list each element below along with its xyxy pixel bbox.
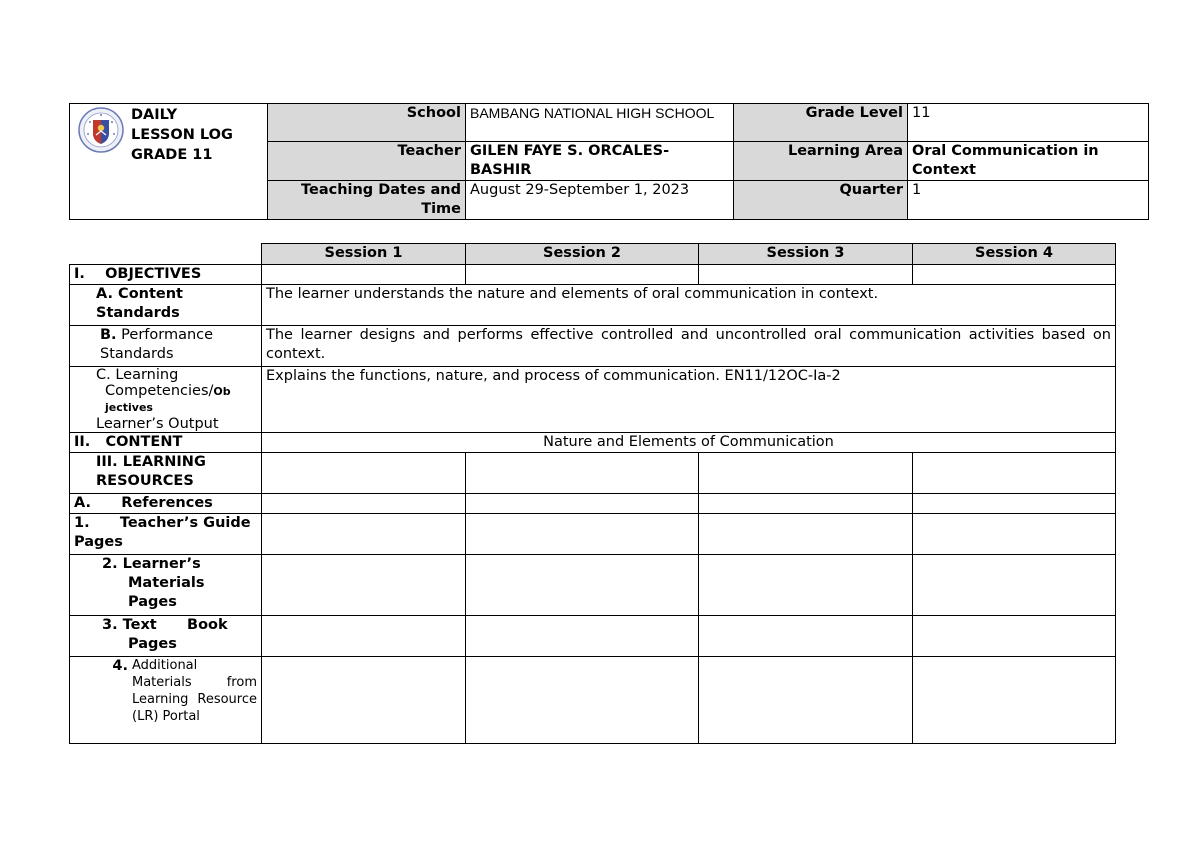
references-session-3 bbox=[699, 494, 913, 514]
references-label: A. References bbox=[70, 494, 262, 514]
references-session-1 bbox=[262, 494, 466, 514]
objectives-session-2 bbox=[466, 265, 699, 285]
lesson-log-title bbox=[131, 104, 263, 165]
learners-materials-session-4 bbox=[913, 555, 1116, 616]
teacher-value: GILEN FAYE S. ORCALES-BASHIR bbox=[466, 142, 734, 181]
learners-materials-session-2 bbox=[466, 555, 699, 616]
additional-materials-session-3 bbox=[699, 657, 913, 744]
learners-materials-session-3 bbox=[699, 555, 913, 616]
performance-standards-text: Performance Standards bbox=[100, 327, 214, 362]
teachers-guide-session-4 bbox=[913, 514, 1116, 555]
school-value: BAMBANG NATIONAL HIGH SCHOOL bbox=[466, 104, 734, 142]
competencies-label-line-2: Competencies/ bbox=[105, 383, 214, 399]
school-label: School bbox=[268, 104, 466, 142]
learning-resources-session-4 bbox=[913, 453, 1116, 494]
teachers-guide-session-2 bbox=[466, 514, 699, 555]
teachers-guide-label: 1. Teacher’s Guide Pages bbox=[70, 514, 262, 555]
objectives-session-4 bbox=[913, 265, 1116, 285]
grade-level-label: Grade Level bbox=[734, 104, 908, 142]
learning-resources-session-1 bbox=[262, 453, 466, 494]
content-standards-label: A. Content Standards bbox=[70, 285, 262, 326]
title-cell bbox=[70, 104, 268, 220]
quarter-label: Quarter bbox=[734, 181, 908, 220]
learning-resources-session-2 bbox=[466, 453, 699, 494]
content-standards-value: The learner understands the nature and elements of oral communication in context. bbox=[262, 285, 1116, 326]
performance-standards-letter: B. bbox=[100, 327, 117, 343]
deped-seal-icon bbox=[77, 106, 125, 154]
learning-resources-label: III. LEARNING RESOURCES bbox=[70, 453, 262, 494]
grade-level-value: 11 bbox=[908, 104, 1149, 142]
additional-materials-num: 4. bbox=[112, 658, 128, 674]
competencies-label-ob: Ob bbox=[213, 385, 231, 398]
session-3-header: Session 3 bbox=[699, 244, 913, 265]
competencies-label bbox=[70, 367, 262, 433]
text-book-label: 3. Text Book Pages bbox=[70, 616, 262, 657]
text-book-session-2 bbox=[466, 616, 699, 657]
teacher-label: Teacher bbox=[268, 142, 466, 181]
title-line-1: DAILY bbox=[131, 107, 178, 123]
teachers-guide-session-1 bbox=[262, 514, 466, 555]
lesson-plan-table bbox=[69, 243, 1116, 744]
additional-materials-label bbox=[70, 657, 262, 744]
session-2-header: Session 2 bbox=[466, 244, 699, 265]
content-label: II. CONTENT bbox=[70, 433, 262, 453]
title-line-2: LESSON LOG bbox=[131, 127, 233, 143]
empty-corner-cell bbox=[70, 244, 262, 265]
session-1-header: Session 1 bbox=[262, 244, 466, 265]
teachers-guide-session-3 bbox=[699, 514, 913, 555]
learning-area-label: Learning Area bbox=[734, 142, 908, 181]
competencies-label-line-4: Learner’s Output bbox=[96, 416, 219, 432]
text-book-session-1 bbox=[262, 616, 466, 657]
text-book-session-3 bbox=[699, 616, 913, 657]
content-value: Nature and Elements of Communication bbox=[262, 433, 1116, 453]
teaching-dates-label: Teaching Dates and Time bbox=[268, 181, 466, 220]
competencies-value: Explains the functions, nature, and process of communication. EN11/12OC-Ia-2 bbox=[262, 367, 1116, 433]
learning-resources-session-3 bbox=[699, 453, 913, 494]
title-line-3: GRADE 11 bbox=[131, 147, 213, 163]
competencies-label-line-3: jectives bbox=[105, 401, 153, 414]
additional-materials-text: Additional Materials from Learning Resource (LR) Portal bbox=[132, 658, 257, 724]
additional-materials-session-1 bbox=[262, 657, 466, 744]
header-table bbox=[69, 103, 1149, 220]
objectives-session-3 bbox=[699, 265, 913, 285]
additional-materials-session-2 bbox=[466, 657, 699, 744]
objectives-session-1 bbox=[262, 265, 466, 285]
additional-materials-session-4 bbox=[913, 657, 1116, 744]
references-session-4 bbox=[913, 494, 1116, 514]
objectives-label: I. OBJECTIVES bbox=[70, 265, 262, 285]
competencies-label-line-1: C. Learning bbox=[96, 367, 179, 383]
performance-standards-label bbox=[70, 326, 262, 367]
quarter-value: 1 bbox=[908, 181, 1149, 220]
learners-materials-label: 2. Learner’s Materials Pages bbox=[70, 555, 262, 616]
learners-materials-session-1 bbox=[262, 555, 466, 616]
text-book-session-4 bbox=[913, 616, 1116, 657]
teaching-dates-value: August 29-September 1, 2023 bbox=[466, 181, 734, 220]
learning-area-value: Oral Communication in Context bbox=[908, 142, 1149, 181]
references-session-2 bbox=[466, 494, 699, 514]
session-4-header: Session 4 bbox=[913, 244, 1116, 265]
performance-standards-value: The learner designs and performs effective controlled and uncontrolled oral communication activities based on context. bbox=[262, 326, 1116, 367]
